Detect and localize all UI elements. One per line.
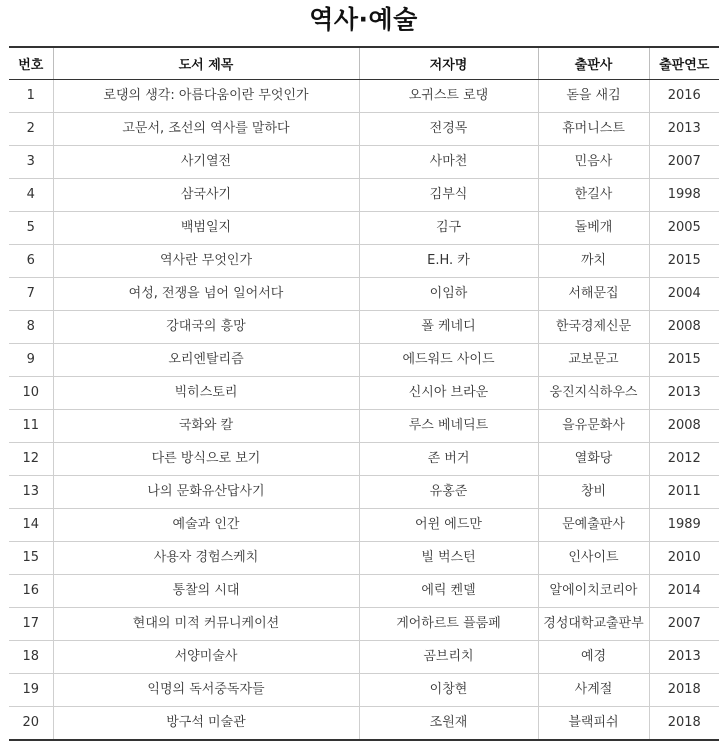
cell-publisher: 서해문집: [538, 278, 649, 311]
cell-title: 오리엔탈리즘: [53, 344, 359, 377]
cell-author: 루스 베네딕트: [359, 410, 538, 443]
cell-title: 빅히스토리: [53, 377, 359, 410]
cell-title: 백범일지: [53, 212, 359, 245]
table-row: [9, 674, 719, 707]
cell-year: 2018: [649, 674, 719, 707]
cell-publisher: 까치: [538, 245, 649, 278]
cell-no: 6: [9, 245, 53, 278]
cell-year: 2008: [649, 311, 719, 344]
cell-title: 여성, 전쟁을 넘어 일어서다: [53, 278, 359, 311]
cell-author: 신시아 브라운: [359, 377, 538, 410]
cell-year: 2013: [649, 113, 719, 146]
cell-no: 15: [9, 542, 53, 575]
cell-author: 빌 벅스턴: [359, 542, 538, 575]
cell-title: 국화와 칼: [53, 410, 359, 443]
cell-publisher: 민음사: [538, 146, 649, 179]
cell-title: 서양미술사: [53, 641, 359, 674]
cell-author: 유홍준: [359, 476, 538, 509]
table-row: [9, 476, 719, 509]
cell-author: 어윈 에드만: [359, 509, 538, 542]
cell-author: 에드워드 사이드: [359, 344, 538, 377]
cell-title: 통찰의 시대: [53, 575, 359, 608]
cell-title: 사기열전: [53, 146, 359, 179]
cell-title: 다른 방식으로 보기: [53, 443, 359, 476]
cell-title: 사용자 경험스케치: [53, 542, 359, 575]
cell-publisher: 알에이치코리아: [538, 575, 649, 608]
cell-title: 현대의 미적 커뮤니케이션: [53, 608, 359, 641]
cell-publisher: 인사이트: [538, 542, 649, 575]
table-row: [9, 377, 719, 410]
table-row: [9, 641, 719, 674]
cell-title: 삼국사기: [53, 179, 359, 212]
cell-no: 1: [9, 80, 53, 113]
cell-year: 2007: [649, 146, 719, 179]
cell-publisher: 휴머니스트: [538, 113, 649, 146]
cell-no: 5: [9, 212, 53, 245]
table-row: [9, 146, 719, 179]
table-row: [9, 245, 719, 278]
table-row: [9, 80, 719, 113]
cell-year: 2018: [649, 707, 719, 741]
cell-year: 2012: [649, 443, 719, 476]
cell-title: 방구석 미술관: [53, 707, 359, 741]
cell-title: 익명의 독서중독자들: [53, 674, 359, 707]
page-title: 역사·예술: [309, 5, 418, 34]
cell-no: 20: [9, 707, 53, 741]
cell-year: 2010: [649, 542, 719, 575]
cell-author: 이임하: [359, 278, 538, 311]
cell-no: 8: [9, 311, 53, 344]
table-row: [9, 179, 719, 212]
cell-year: 2013: [649, 641, 719, 674]
cell-no: 19: [9, 674, 53, 707]
cell-no: 16: [9, 575, 53, 608]
header-no: 번호: [9, 47, 53, 80]
cell-publisher: 열화당: [538, 443, 649, 476]
cell-no: 3: [9, 146, 53, 179]
cell-year: 1998: [649, 179, 719, 212]
cell-year: 2015: [649, 344, 719, 377]
header-title: 도서 제목: [53, 47, 359, 80]
cell-no: 2: [9, 113, 53, 146]
table-row: [9, 311, 719, 344]
table-row: [9, 278, 719, 311]
cell-no: 17: [9, 608, 53, 641]
cell-author: 김부식: [359, 179, 538, 212]
header-year: 출판연도: [649, 47, 719, 80]
cell-author: 존 버거: [359, 443, 538, 476]
table-row: [9, 575, 719, 608]
cell-publisher: 창비: [538, 476, 649, 509]
cell-year: 2016: [649, 80, 719, 113]
table-row: [9, 212, 719, 245]
cell-publisher: 웅진지식하우스: [538, 377, 649, 410]
cell-publisher: 교보문고: [538, 344, 649, 377]
cell-author: 오귀스트 로댕: [359, 80, 538, 113]
cell-publisher: 을유문화사: [538, 410, 649, 443]
cell-publisher: 돌베개: [538, 212, 649, 245]
table-row: [9, 113, 719, 146]
cell-no: 18: [9, 641, 53, 674]
table-row: [9, 542, 719, 575]
cell-year: 2013: [649, 377, 719, 410]
cell-publisher: 경성대학교출판부: [538, 608, 649, 641]
cell-author: 곰브리치: [359, 641, 538, 674]
table-row: [9, 443, 719, 476]
header-author: 저자명: [359, 47, 538, 80]
cell-publisher: 사계절: [538, 674, 649, 707]
cell-no: 9: [9, 344, 53, 377]
cell-year: 2004: [649, 278, 719, 311]
cell-year: 2008: [649, 410, 719, 443]
cell-publisher: 한길사: [538, 179, 649, 212]
cell-no: 7: [9, 278, 53, 311]
cell-author: 에릭 켄델: [359, 575, 538, 608]
table-row: [9, 344, 719, 377]
cell-year: 2007: [649, 608, 719, 641]
cell-no: 10: [9, 377, 53, 410]
cell-author: 게어하르트 플룸페: [359, 608, 538, 641]
cell-publisher: 한국경제신문: [538, 311, 649, 344]
cell-author: 조원재: [359, 707, 538, 741]
cell-no: 14: [9, 509, 53, 542]
cell-author: E.H. 카: [359, 245, 538, 278]
cell-publisher: 예경: [538, 641, 649, 674]
book-table: [9, 46, 719, 741]
header-publisher: 출판사: [538, 47, 649, 80]
cell-publisher: 돋을 새김: [538, 80, 649, 113]
table-row: [9, 707, 719, 741]
cell-title: 강대국의 흥망: [53, 311, 359, 344]
cell-year: 2011: [649, 476, 719, 509]
header-row: [9, 47, 719, 80]
cell-year: 2005: [649, 212, 719, 245]
table-row: [9, 509, 719, 542]
cell-title: 로댕의 생각: 아름다움이란 무엇인가: [53, 80, 359, 113]
cell-title: 역사란 무엇인가: [53, 245, 359, 278]
cell-no: 11: [9, 410, 53, 443]
table-body: [9, 80, 719, 741]
cell-title: 예술과 인간: [53, 509, 359, 542]
table-header: [9, 47, 719, 80]
cell-title: 고문서, 조선의 역사를 말하다: [53, 113, 359, 146]
cell-author: 사마천: [359, 146, 538, 179]
table-row: [9, 410, 719, 443]
cell-author: 폴 케네디: [359, 311, 538, 344]
cell-no: 4: [9, 179, 53, 212]
cell-year: 2015: [649, 245, 719, 278]
cell-no: 12: [9, 443, 53, 476]
cell-publisher: 문예출판사: [538, 509, 649, 542]
cell-year: 1989: [649, 509, 719, 542]
cell-publisher: 블랙피쉬: [538, 707, 649, 741]
cell-author: 이창현: [359, 674, 538, 707]
cell-title: 나의 문화유산답사기: [53, 476, 359, 509]
table-row: [9, 608, 719, 641]
cell-author: 전경목: [359, 113, 538, 146]
cell-year: 2014: [649, 575, 719, 608]
cell-author: 김구: [359, 212, 538, 245]
cell-no: 13: [9, 476, 53, 509]
